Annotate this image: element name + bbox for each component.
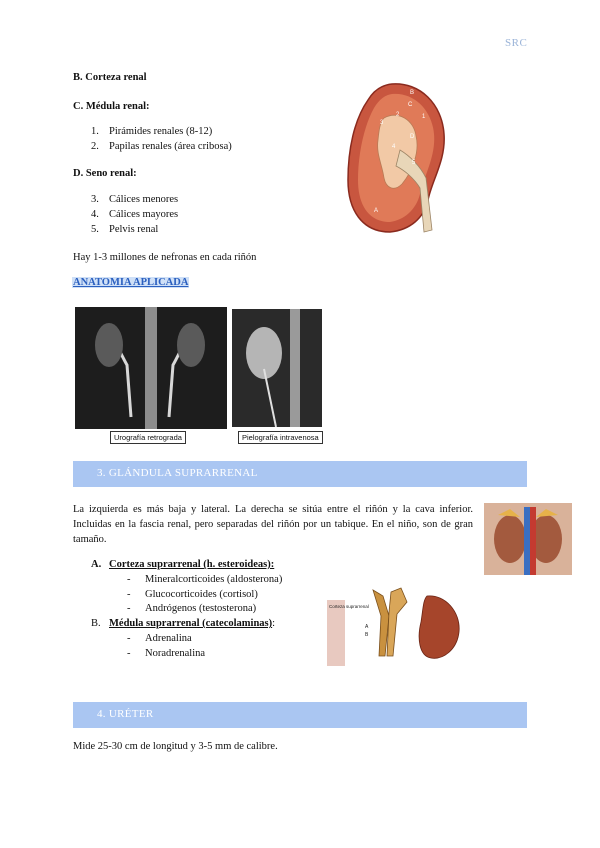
intravenous-pyelography-image xyxy=(232,309,322,427)
gland-label-a: A xyxy=(365,624,369,630)
list-item: - Glucocorticoides (cortisol) xyxy=(127,589,258,600)
list-label-b: B. xyxy=(91,618,101,629)
list-item: 5. Pelvis renal xyxy=(91,224,159,235)
corteza-renal-heading: B. Corteza renal xyxy=(73,72,147,83)
list-label-a: A. xyxy=(91,559,102,570)
kidney-label-b: B xyxy=(410,90,415,96)
spine-shadow xyxy=(145,307,157,429)
caption-pielografia: Pielografía intravenosa xyxy=(238,431,323,444)
suprarrenal-paragraph: La izquierda es más baja y lateral. La derecha se sitúa entre el riñón y la cava inferior. Incluidas en la fascia renal, pero separadas del riñón por un tabique. En el niño, son de gran tamaño. xyxy=(73,504,473,545)
kidney-label-d: D xyxy=(410,134,415,140)
caption-urografia: Urografía retrograda xyxy=(110,431,186,444)
retrograde-urography-image xyxy=(75,307,227,429)
gland-label-corteza: Corteza suprarrenal xyxy=(329,604,369,609)
kidney-label-1: 1 xyxy=(422,114,426,120)
list-item: - Adrenalina xyxy=(127,633,192,644)
list-item: 1. Pirámides renales (8-12) xyxy=(91,126,213,137)
section-3-band xyxy=(73,461,527,487)
kidney-label-c: C xyxy=(408,102,413,108)
kidney-label-4: 4 xyxy=(392,144,396,150)
list-item: - Andrógenos (testosterona) xyxy=(127,603,257,614)
seno-renal-heading: D. Seno renal: xyxy=(73,168,137,179)
list-item: - Noradrenalina xyxy=(127,648,206,659)
medula-renal-heading: C. Médula renal: xyxy=(73,101,150,112)
kidney-label-a: A xyxy=(374,208,379,214)
left-kidney-shadow xyxy=(95,323,123,367)
section-4-band xyxy=(73,702,527,728)
section-3-title: 3. GLÁNDULA SUPRARRENAL xyxy=(97,467,258,479)
kidney-section-illustration xyxy=(340,80,448,238)
anatomia-aplicada-link[interactable]: ANATOMIA APLICADA xyxy=(73,277,189,288)
list-item: - Mineralcorticoides (aldosterona) xyxy=(127,574,283,585)
corteza-suprarrenal-heading: Corteza suprarrenal (h. esteroideas): xyxy=(109,559,275,570)
ureter-measurements-text: Mide 25-30 cm de longitud y 3-5 mm de calibre. xyxy=(73,741,278,752)
nefronas-text: Hay 1-3 millones de nefronas en cada riñón xyxy=(73,252,257,263)
list-item: 3. Cálices menores xyxy=(91,194,179,205)
medula-suprarrenal-heading: Médula suprarrenal (catecolaminas): xyxy=(109,618,276,629)
section-4-title: 4. URÉTER xyxy=(97,708,154,720)
list-item: 4. Cálices mayores xyxy=(91,209,179,220)
kidney-label-5: 5 xyxy=(412,160,416,166)
right-kidney-shadow xyxy=(177,323,205,367)
gland-label-b: B xyxy=(365,632,369,638)
spine-shadow xyxy=(290,309,300,427)
list-item: 2. Papilas renales (área cribosa) xyxy=(91,141,232,152)
suprarrenal-gland-illustration xyxy=(327,586,469,666)
suprarrenal-location-illustration xyxy=(484,503,572,575)
page-header-initials: SRC xyxy=(505,37,528,49)
kidney-label-2: 2 xyxy=(396,112,400,118)
kidney-label-3: 3 xyxy=(380,120,384,126)
